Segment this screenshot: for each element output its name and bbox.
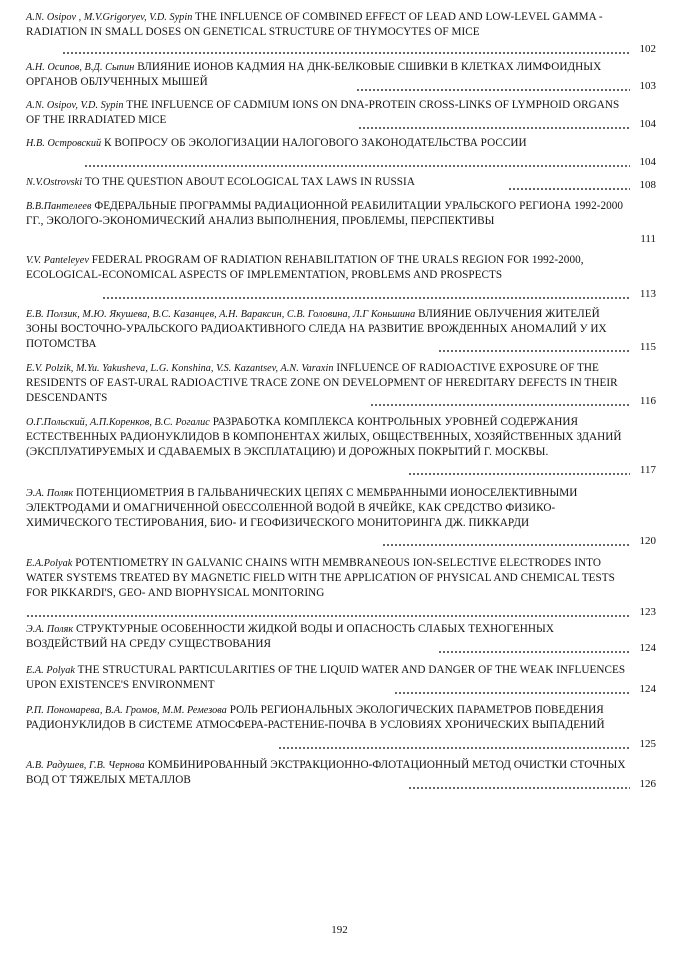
entry-page-number: 115 [639,341,656,353]
toc-entry [26,199,656,247]
toc-entry [26,60,656,94]
toc-entry-text [26,10,656,40]
entry-authors: О.Г.Польский, А.П.Коренков, В.С. Рогалис [26,417,210,428]
entry-title: К ВОПРОСУ ОБ ЭКОЛОГИЗАЦИИ НАЛОГОВОГО ЗАКОНОДАТЕЛЬСТВА РОССИИ [104,137,527,149]
dot-leader [394,692,630,694]
dot-leader [438,651,630,653]
entry-page-number: 103 [639,80,656,92]
entry-authors: V.V. Panteleyev [26,255,89,266]
entry-title: КОМБИНИРОВАННЫЙ ЭКСТРАКЦИОННО-ФЛОТАЦИОННЫЙ МЕТОД ОЧИСТКИ СТОЧНЫХ ВОД ОТ ТЯЖЕЛЫХ МЕТАЛЛОВ [26,759,626,787]
entry-title: THE STRUCTURAL PARTICULARITIES OF THE LIQUID WATER AND DANGER OF THE WEAK INFLUENCES UPON EXISTENCE'S ENVIRONMENT [26,664,626,692]
entry-title: POTENTIOMETRY IN GALVANIC CHAINS WITH MEMBRANEOUS ION-SELECTIVE ELECTRODES INTO WATER SYSTEMS TREATED BY MAGNETIC FIELD WITH THE APPLICATION OF PHYSICAL AND CHEMICAL TESTS FOR PIKKARDI'S, GEO- AND BIOPHYSICAL MONITORING [26,557,615,600]
dot-leader [382,544,630,546]
entry-page-number: 108 [639,179,656,191]
toc-entry-text [26,361,656,407]
dot-leader [358,127,630,129]
toc-entry [26,307,656,355]
dot-leader [278,747,630,749]
entry-title: ПОТЕНЦИОМЕТРИЯ В ГАЛЬВАНИЧЕСКИХ ЦЕПЯХ С МЕМБРАННЫМИ ИОНОСЕЛЕКТИВНЫМИ ЭЛЕКТРОДАМИ И ОМАГНИЧЕННОЙ ОБЕССОЛЕННОЙ ВОДОЙ В ЯЧЕЙКЕ, КАК СРЕДСТВО ФИЗИКО-ХИМИЧЕСКОГО ТЕСТИРОВАНИЯ, БИО- И ГЕОФИЗИЧЕСКОГО МОНИТОРИНГА ДЖ. ПИККАРДИ [26,487,578,530]
entry-title: TO THE QUESTION ABOUT ECOLOGICAL TAX LAWS IN RUSSIA [84,176,415,188]
toc-entry [26,361,656,409]
entry-title: РАЗРАБОТКА КОМПЛЕКСА КОНТРОЛЬНЫХ УРОВНЕЙ СОДЕРЖАНИЯ ЕСТЕСТВЕННЫХ РАДИОНУКЛИДОВ В КОМПОНЕНТАХ ЖИЛЫХ, ОБЩЕСТВЕННЫХ, ХОЗЯЙСТВЕННЫХ ЗДАНИЙ (ЭКСПЛУАТИРУЕМЫХ И СДАВАЕМЫХ В ЭКСПЛАТАЦИЮ) И ДОРОЖНЫХ ПОКРЫТИЙ Г. МОСКВЫ. [26,416,622,459]
entry-authors: В.В.Пантелеев [26,201,92,212]
toc-entry-text [26,622,656,652]
entry-page-number: 104 [639,156,656,168]
toc-entry [26,175,656,193]
entry-authors: E.V. Polzik, M.Yu. Yakusheva, L.G. Konshina, V.S. Kazantsev, A.N. Varaxin [26,363,334,374]
toc-entry [26,486,656,549]
toc-entry-text [26,253,656,283]
toc-entry [26,10,656,57]
entry-page-number: 123 [639,606,656,618]
toc-entry-text [26,98,656,128]
entry-title: INFLUENCE OF RADIOACTIVE EXPOSURE OF THE RESIDENTS OF EAST-URAL RADIOACTIVE TRACE ZONE ON DEVELOPMENT OF HEREDITARY DEFECTS IN THEIR DESCENDANTS [26,362,618,405]
entry-page-number: 116 [639,395,656,407]
toc-entry [26,556,656,620]
toc-entry [26,663,656,697]
dot-leader [408,787,630,789]
entry-page-number: 113 [639,288,656,300]
entry-page-number: 120 [639,535,656,547]
entry-authors: Э.А. Поляк [26,488,74,499]
entry-authors: А.Н. Осипов, В.Д. Сыпин [26,62,135,73]
dot-leader [408,473,630,475]
entry-title: РОЛЬ РЕГИОНАЛЬНЫХ ЭКОЛОГИЧЕСКИХ ПАРАМЕТРОВ ПОВЕДЕНИЯ РАДИОНУКЛИДОВ В СИСТЕМЕ АТМОСФЕРА-РАСТЕНИЕ-ПОЧВА В УСЛОВИЯХ ХРОНИЧЕСКИХ ВЫПАДЕНИЙ [26,704,605,732]
entry-page-number: 117 [639,464,656,476]
entry-page-number: 125 [639,738,656,750]
entry-authors: E.A. Polyak [26,665,75,676]
dot-leader [508,188,630,190]
entry-page-number: 111 [640,233,656,245]
entry-page-number: 124 [639,683,656,695]
dot-leader [26,615,630,617]
entry-authors: N.V.Ostrovski [26,177,83,188]
dot-leader [438,350,630,352]
toc-entry-text [26,136,656,151]
entry-page-number: 102 [639,43,656,55]
toc-entry [26,98,656,132]
entry-authors: E.A.Polyak [26,558,73,569]
toc-entry [26,415,656,478]
entry-title: THE INFLUENCE OF CADMIUM IONS ON DNA-PROTEIN CROSS-LINKS OF LYMPHOID ORGANS OF THE IRRADIATED MICE [26,99,620,127]
dot-leader [356,89,630,91]
toc-entry-text [26,60,656,90]
toc-entry-text [26,663,656,693]
toc-entry [26,758,656,792]
entry-title: ВЛИЯНИЕ ОБЛУЧЕНИЯ ЖИТЕЛЕЙ ЗОНЫ ВОСТОЧНО-УРАЛЬСКОГО РАДИОАКТИВНОГО СЛЕДА НА РАЗВИТИЕ ВРОЖДЕННЫХ АНОМАЛИЙ У ИХ ПОТОМСТВА [26,308,607,351]
toc-entry-text [26,758,656,788]
entry-title: THE INFLUENCE OF COMBINED EFFECT OF LEAD AND LOW-LEVEL GAMMA - RADIATION IN SMALL DOSES ON GENETICAL STRUCTURE OF THYMOCYTES OF MICE [26,11,603,39]
dot-leader [370,404,630,406]
toc-entry-text [26,415,656,461]
entry-title: ВЛИЯНИЕ ИОНОВ КАДМИЯ НА ДНК-БЕЛКОВЫЕ СШИВКИ В КЛЕТКАХ ЛИМФОИДНЫХ ОРГАНОВ ОБЛУЧЕННЫХ МЫШЕЙ [26,61,602,89]
contents-list [26,10,656,792]
entry-page-number: 126 [639,778,656,790]
toc-entry-text [26,486,656,532]
toc-entry [26,253,656,302]
entry-title: FEDERAL PROGRAM OF RADIATION REHABILITATION OF THE URALS REGION FOR 1992-2000, ECOLOGICAL-ECONOMICAL ASPECTS OF IMPLEMENTATION, PROBLEMS AND PROSPECTS [26,254,584,282]
dot-leader [102,297,630,299]
entry-authors: Н.В. Островский [26,138,102,149]
page-number: 192 [331,924,348,936]
entry-title: СТРУКТУРНЫЕ ОСОБЕННОСТИ ЖИДКОЙ ВОДЫ И ОПАСНОСТЬ СЛАБЫХ ТЕХНОГЕННЫХ ВОЗДЕЙСТВИЙ НА СРЕДУ СУЩЕСТВОВАНИЯ [26,623,554,651]
toc-entry-text [26,307,656,353]
entry-authors: Е.В. Ползик, М.Ю. Якушева, В.С. Казанцев, А.Н. Вараксин, С.В. Головина, Л.Г Коньшина [26,309,416,320]
entry-page-number: 104 [639,118,656,130]
entry-authors: Э.А. Поляк [26,624,74,635]
dot-leader [62,52,630,54]
entry-authors: A.N. Osipov, V.D. Sypin [26,100,124,111]
entry-title: ФЕДЕРАЛЬНЫЕ ПРОГРАММЫ РАДИАЦИОННОЙ РЕАБИЛИТАЦИИ УРАЛЬСКОГО РЕГИОНА 1992-2000 ГГ., ЭКОЛОГО-ЭКОНОМИЧЕСКИЙ АНАЛИЗ ВЫПОЛНЕНИЯ, ПРОБЛЕМЫ, ПЕРСПЕКТИВЫ [26,200,624,228]
entry-page-number: 124 [639,642,656,654]
dot-leader [84,165,630,167]
entry-authors: А.В. Радушев, Г.В. Чернова [26,760,145,771]
toc-entry [26,136,656,170]
toc-entry [26,622,656,656]
toc-entry [26,703,656,752]
toc-entry-text [26,703,656,733]
toc-entry-text [26,199,656,229]
entry-authors: A.N. Osipov , M.V.Grigoryev, V.D. Sypin [26,12,193,23]
entry-authors: Р.П. Пономарева, В.А. Громов, М.М. Ремезова [26,705,227,716]
toc-entry-text [26,556,656,602]
